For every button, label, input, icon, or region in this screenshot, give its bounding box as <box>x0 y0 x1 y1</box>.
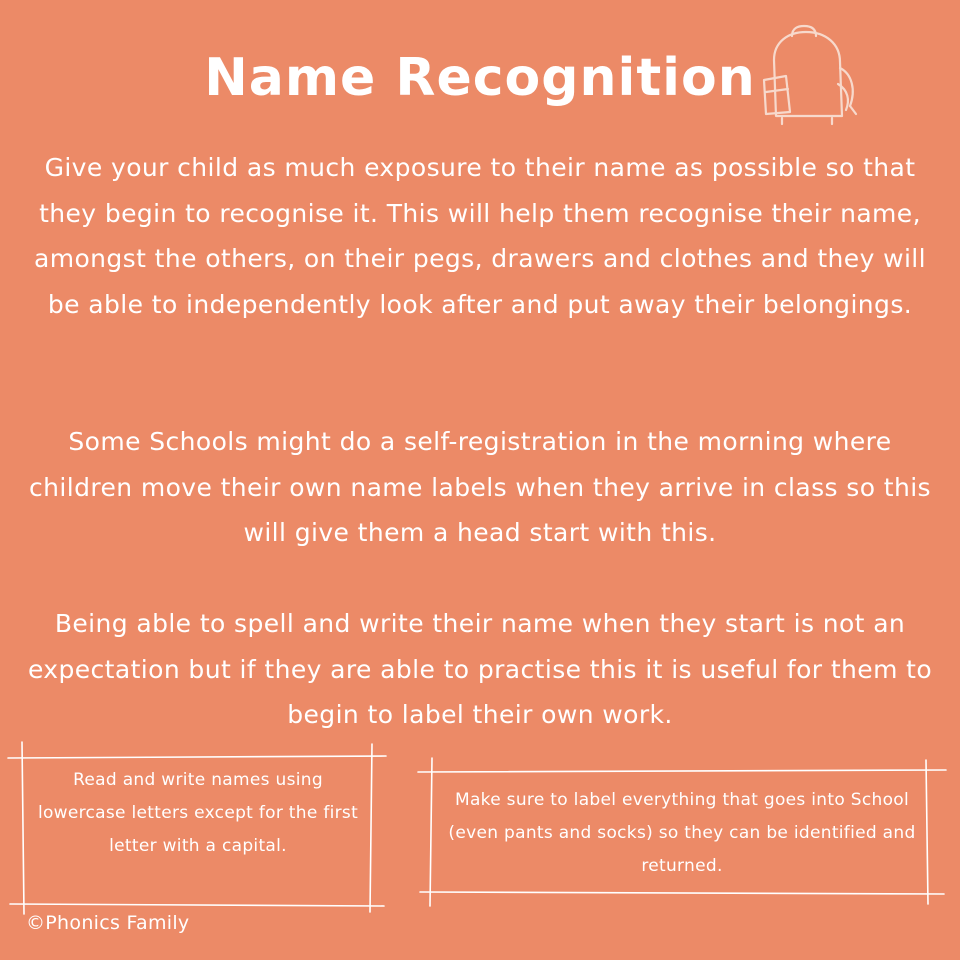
tip-box-labels <box>418 758 946 906</box>
paragraph-self-registration: Some Schools might do a self-registration in the morning where children move their own name labels when they arrive in class so this will give them a head start with this. <box>28 427 931 547</box>
paragraph-spelling: Being able to spell and write their name when they start is not an expectation but if they are able to practise this it is useful for them to begin to label their own work. <box>27 609 933 729</box>
backpack-icon <box>752 24 870 128</box>
credit-text: ©Phonics Family <box>26 912 190 934</box>
paragraph-exposure: Give your child as much exposure to their name as possible so that they begin to recognise it. This will help them recognise their name, amongst the others, on their pegs, drawers and clothes and they will be able to independently look after and put away their belongings. <box>33 153 927 319</box>
page-title: Name Recognition <box>204 48 756 108</box>
tip-text-labels: Make sure to label everything that goes into School (even pants and socks) so they can be identified and returned. <box>448 790 916 876</box>
tip-text-lowercase: Read and write names using lowercase letters except for the first letter with a capital. <box>37 770 359 856</box>
tip-box-lowercase <box>8 742 386 914</box>
